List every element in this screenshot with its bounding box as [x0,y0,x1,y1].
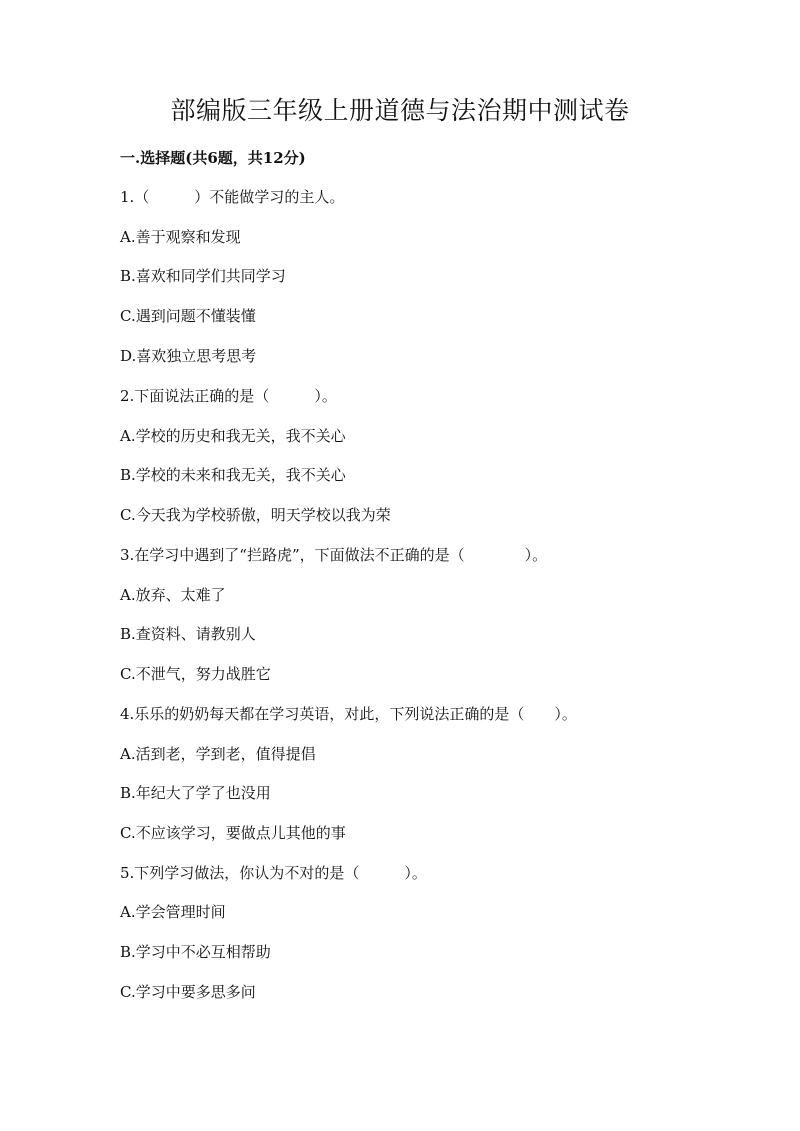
question-1-option-b: B.喜欢和同学们共同学习 [120,267,286,285]
question-3-option-b: B.查资料、请教别人 [120,625,256,643]
question-5-stem: 5.下列学习做法，你认为不对的是（ ）。 [120,864,427,882]
question-2-option-a: A.学校的历史和我无关，我不关心 [120,427,346,445]
question-5-option-a: A.学会管理时间 [120,903,226,921]
section-heading: 一.选择题(共6题，共12分) [120,149,306,167]
question-3-option-a: A.放弃、太难了 [120,586,226,604]
question-1-stem: 1.（ ）不能做学习的主人。 [120,188,345,206]
question-2-option-b: B.学校的未来和我无关，我不关心 [120,466,346,484]
question-4-option-b: B.年纪大了学了也没用 [120,784,271,802]
question-4-stem: 4.乐乐的奶奶每天都在学习英语，对此，下列说法正确的是（ ）。 [120,705,577,723]
question-3-stem: 3.在学习中遇到了“拦路虎”，下面做法不正确的是（ ）。 [120,546,548,564]
question-5-option-b: B.学习中不必互相帮助 [120,943,271,961]
question-1-option-a: A.善于观察和发现 [120,228,241,246]
question-5-option-c: C.学习中要多思多问 [120,983,256,1001]
question-1-option-c: C.遇到问题不懂装懂 [120,307,256,325]
question-1-option-d: D.喜欢独立思考思考 [120,347,257,365]
page-title: 部编版三年级上册道德与法治期中测试卷 [170,96,630,125]
question-4-option-a: A.活到老，学到老，值得提倡 [120,745,316,763]
question-3-option-c: C.不泄气，努力战胜它 [120,665,271,683]
question-2-option-c: C.今天我为学校骄傲，明天学校以我为荣 [120,506,391,524]
question-4-option-c: C.不应该学习，要做点儿其他的事 [120,824,346,842]
question-2-stem: 2.下面说法正确的是（ ）。 [120,387,337,405]
